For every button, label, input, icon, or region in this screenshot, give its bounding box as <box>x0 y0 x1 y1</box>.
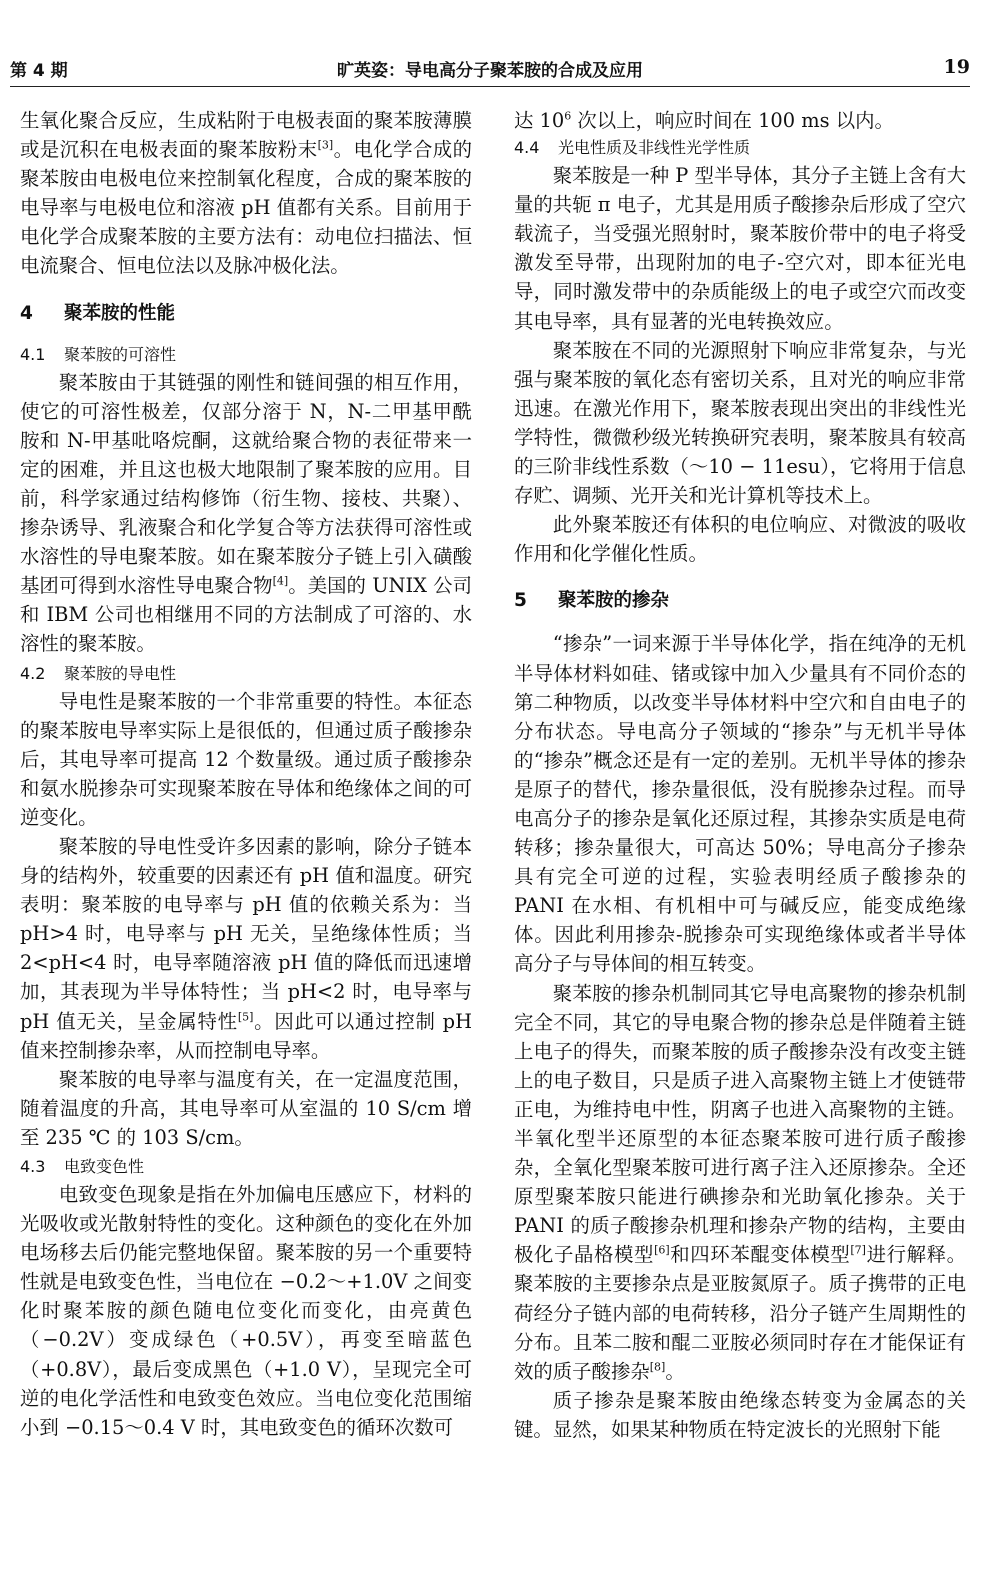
citation: [5] <box>237 1010 254 1024</box>
paragraph: 电致变色现象是指在外加偏电压感应下，材料的光吸收或光散射特性的变化。这种颜色的变化在外加电场移去后仍能完整地保留。聚苯胺的另一个重要特性就是电致变色性，当电位在 −0.2～+1.0V 之间变化时聚苯胺的颜色随电位变化而变化，由亮黄色（−0.2V）变成绿色（+0.5V），再变至暗蓝色（+0.8V），最后变成黑色（+1.0 V），呈现完全可逆的电化学活性和电致变色效应。当电位变化范围缩小到 −0.15～0.4 V 时，其电致变色的循环次数可 <box>20 1183 472 1439</box>
superscript: 6 <box>564 109 572 123</box>
paragraph: 此外聚苯胺还有体积的电位响应、对微波的吸收作用和化学催化性质。 <box>514 513 966 566</box>
paragraph: “掺杂”一词来源于半导体化学，指在纯净的无机半导体材料如硅、锗或镓中加入少量具有不同价态的第二种物质，以改变半导体材料中空穴和自由电子的分布状态。导电高分子领域的“掺杂”与无机半导体的“掺杂”概念还是有一定的差别。无机半导体的掺杂是原子的替代，掺杂量很低，没有脱掺杂过程。而导电高分子的掺杂是氧化还原过程，其掺杂实质是电荷转移；掺杂量很大，可高达 50%；导电高分子掺杂具有完全可逆的过程，实验表明经质子酸掺杂的 PANI 在水相、有机相中可与碱反应，能变成绝缘体。因此利用掺杂-脱掺杂可实现绝缘体或者半导体高分子与导体间的相互转变。 <box>514 632 966 976</box>
paragraph: 质子掺杂是聚苯胺由绝缘态转变为金属态的关键。显然，如果某种物质在特定波长的光照射下能 <box>514 1388 966 1441</box>
citation: [4] <box>272 574 289 588</box>
citation: [7] <box>850 1243 866 1257</box>
section-heading: 4 聚苯胺的性能 <box>20 302 176 324</box>
page-number: 19 <box>943 56 970 78</box>
subsection-heading: 4.1 聚苯胺的可溶性 <box>20 344 177 364</box>
paragraph: 聚苯胺由于其链强的刚性和链间强的相互作用，使它的可溶性极差，仅部分溶于 N，N-二甲基甲酰胺和 N-甲基吡咯烷酮，这就给聚合物的表征带来一定的困难，并且这也极大地限制了聚苯胺的应用。目前，科学家通过结构修饰（衍生物、接枝、共聚）、掺杂诱导、乳液聚合和化学复合等方法获得可溶性或水溶性的导电聚苯胺。如在聚苯胺分子链上引入磺酸基团可得到水溶性导电聚合物[4]。美国的 UNIX 公司和 IBM 公司也相继用不同的方法制成了可溶的、水溶性的聚苯胺。 <box>20 370 472 656</box>
right-column <box>514 106 966 1444</box>
subsection-heading: 4.2 聚苯胺的导电性 <box>20 663 177 683</box>
paragraph: 聚苯胺的电导率与温度有关，在一定温度范围，随着温度的升高，其电导率可从室温的 10 S/cm 增至 235 ℃ 的 103 S/cm。 <box>20 1067 472 1149</box>
citation: [3] <box>317 138 334 152</box>
subsection-heading: 4.3 电致变色性 <box>20 1157 145 1176</box>
paragraph: 生氧化聚合反应，生成粘附于电极表面的聚苯胺薄膜或是沉积在电极表面的聚苯胺粉末[3]。电化学合成的聚苯胺由电极电位来控制氧化程度，合成的聚苯胺的电导率与电极电位和溶液 pH 值都有关系。目前用于电化学合成聚苯胺的主要方法有：动电位扫描法、恒电流聚合、恒电位法以及脉冲极化法。 <box>20 109 473 278</box>
paragraph: 聚苯胺是一种 P 型半导体，其分子主链上含有大量的共轭 π 电子，尤其是用质子酸掺杂后形成了空穴载流子，当受强光照射时，聚苯胺价带中的电子将受激发至导带，出现附加的电子-空穴对，即本征光电导，同时激发带中的杂质能级上的电子或空穴而改变其电导率，具有显著的光电转换效应。 <box>514 164 966 333</box>
paragraph: 导电性是聚苯胺的一个非常重要的特性。本征态的聚苯胺电导率实际上是很低的，但通过质子酸掺杂后，其电导率可提高 12 个数量级。通过质子酸掺杂和氨水脱掺杂可实现聚苯胺在导体和绝缘体之间的可逆变化。 <box>20 689 472 829</box>
subsection-heading: 4.4 光电性质及非线性光学性质 <box>514 138 751 158</box>
left-column <box>20 106 472 1442</box>
issue-number: 第 4 期 <box>10 61 68 81</box>
running-header <box>10 52 970 87</box>
paragraph: 聚苯胺在不同的光源照射下响应非常复杂，与光强与聚苯胺的氧化态有密切关系，且对光的响应非常迅速。在激光作用下，聚苯胺表现出突出的非线性光学特性，微微秒级光转换研究表明，聚苯胺具有较高的三阶非线性系数（～10 − 11esu），它将用于信息存贮、调频、光开关和光计算机等技术上。 <box>514 338 966 508</box>
citation: [8] <box>649 1360 666 1374</box>
paragraph: 聚苯胺的掺杂机制同其它导电高聚物的掺杂机制完全不同，其它的导电聚合物的掺杂总是伴随着主链上电子的得失，而聚苯胺的质子酸掺杂没有改变主链上的电子数目，只是质子进入高聚物主链上才使链带正电，为维持电中性，阴离子也进入高聚物的主链。半氧化型半还原型的本征态聚苯胺可进行质子酸掺杂，全氧化型聚苯胺可进行离子注入还原掺杂。全还原型聚苯胺只能进行碘掺杂和光助氧化掺杂。关于 PANI 的质子酸掺杂机理和掺杂产物的结构，主要由极化子晶格模型[6]和四环苯醌变体模型[7]进行解释。聚苯胺的主要掺杂点是亚胺氮原子。质子携带的正电荷经分子链内部的电荷转移，沿分子链产生周期性的分布。且苯二胺和醌二亚胺必须同时存在才能保证有效的质子酸掺杂[8]。 <box>514 981 967 1383</box>
citation: [6] <box>654 1243 670 1257</box>
paragraph: 达 $10^6$ 次以上，响应时间在 100 ms 以内。 <box>514 109 894 132</box>
section-heading: 5 聚苯胺的掺杂 <box>514 590 670 612</box>
paragraph: 聚苯胺的导电性受许多因素的影响，除分子链本身的结构外，较重要的因素还有 pH 值和温度。研究表明：聚苯胺的电导率与 pH 值的依赖关系为：当 pH>4 时，电导率与 pH 无关，呈绝缘体性质；当 2<pH<4 时，电导率随溶液 pH 值的降低而迅速增加，其表现为半导体特性；当 pH<2 时，电导率与 pH 值无关，呈金属特性[5]。因此可以通过控制 pH 值来控制掺杂率，从而控制电导率。 <box>20 834 472 1062</box>
running-title: 旷英姿：导电高分子聚苯胺的合成及应用 <box>337 61 643 81</box>
